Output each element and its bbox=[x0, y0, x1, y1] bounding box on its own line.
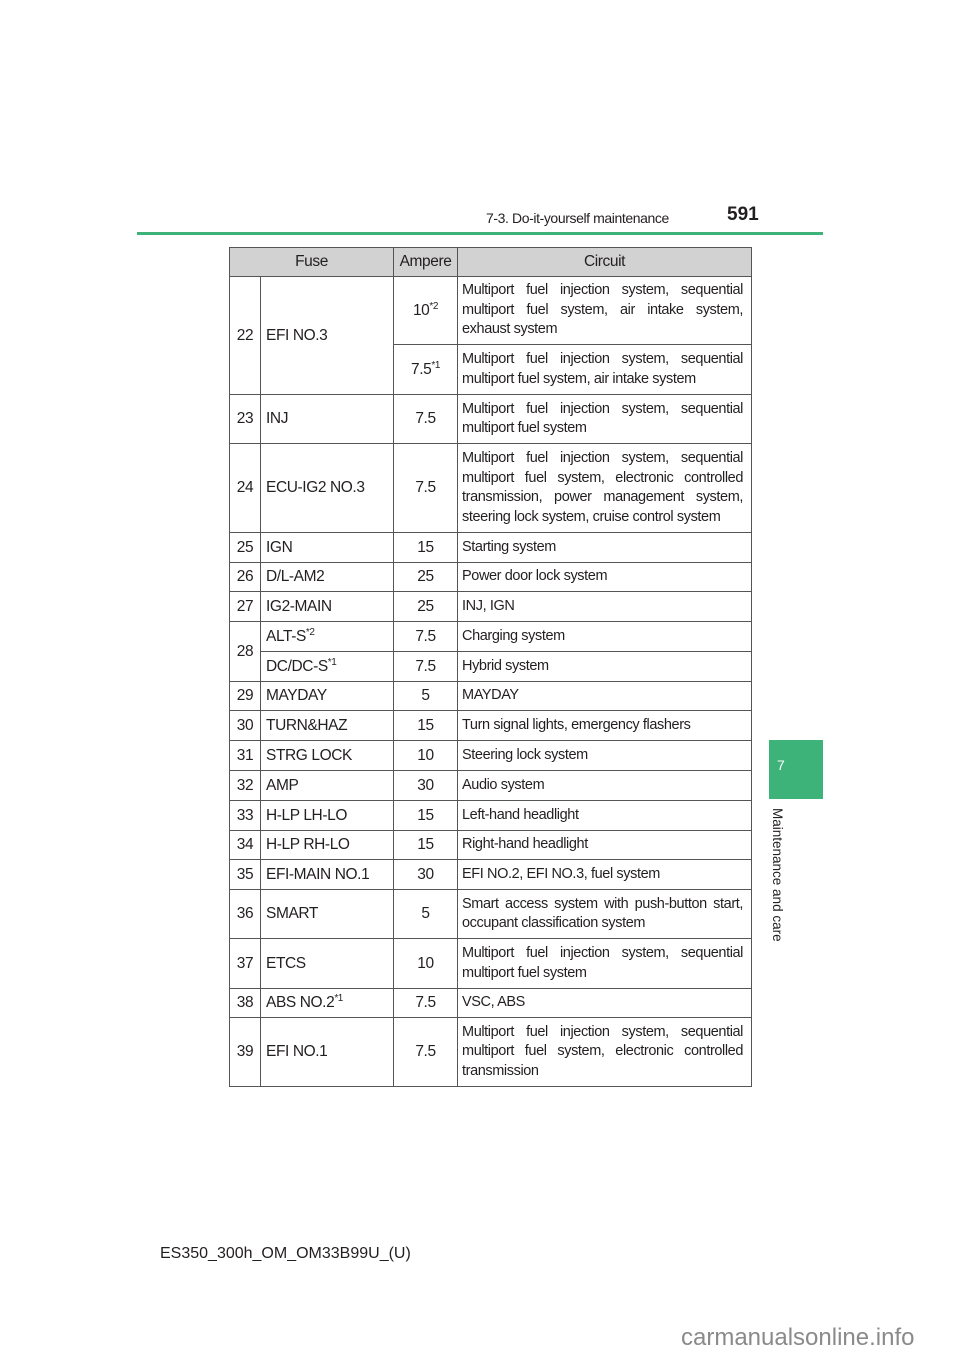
page-number: 591 bbox=[727, 204, 759, 225]
ampere-value: 7.5 bbox=[415, 628, 436, 646]
ampere bbox=[394, 395, 458, 444]
fuse-name bbox=[261, 652, 394, 682]
footnote-mark: *1 bbox=[327, 656, 337, 668]
fuse-number: 24 bbox=[230, 444, 261, 533]
chapter-label: Maintenance and care bbox=[770, 808, 785, 942]
fuse-name bbox=[261, 989, 394, 1018]
table-row bbox=[230, 652, 752, 682]
ampere-value: 10 bbox=[412, 302, 430, 320]
fuse-name-text: EFI-MAIN NO.1 bbox=[266, 866, 370, 884]
ampere-value: 25 bbox=[417, 568, 434, 586]
fuse-number: 26 bbox=[230, 563, 261, 592]
circuit: Turn signal lights, emergency flashers bbox=[458, 711, 752, 741]
ampere-value: 15 bbox=[417, 807, 434, 825]
fuse-name bbox=[261, 563, 394, 592]
document-code: ES350_300h_OM_OM33B99U_(U) bbox=[160, 1245, 411, 1262]
fuse-name bbox=[261, 395, 394, 444]
fuse-name-text: ETCS bbox=[266, 955, 306, 973]
table-row bbox=[230, 711, 752, 741]
fuse-table bbox=[229, 247, 752, 1087]
table-row bbox=[230, 939, 752, 989]
table-row bbox=[230, 989, 752, 1018]
fuse-name-text: D/L-AM2 bbox=[266, 568, 325, 586]
section-title: 7-3. Do-it-yourself maintenance bbox=[486, 210, 669, 226]
fuse-name-text: DC/DC-S bbox=[266, 658, 328, 676]
fuse-number: 32 bbox=[230, 771, 261, 801]
circuit: Starting system bbox=[458, 533, 752, 563]
circuit: VSC, ABS bbox=[458, 989, 752, 1018]
ampere-value: 7.5 bbox=[415, 994, 436, 1012]
ampere-value: 10 bbox=[417, 747, 434, 765]
fuse-name-text: STRG LOCK bbox=[266, 747, 352, 765]
fuse-number: 28 bbox=[230, 622, 261, 682]
table-row bbox=[230, 563, 752, 592]
fuse-name-text: ABS NO.2 bbox=[266, 994, 335, 1012]
circuit: EFI NO.2, EFI NO.3, fuel system bbox=[458, 860, 752, 890]
circuit: Left-hand headlight bbox=[458, 801, 752, 831]
circuit: Multiport fuel injection system, sequential multiport fuel system bbox=[458, 939, 752, 989]
fuse-name-text: IG2-MAIN bbox=[266, 598, 332, 616]
footnote-mark: *1 bbox=[431, 359, 441, 371]
fuse-name-text: ALT-S bbox=[266, 628, 306, 646]
ampere bbox=[394, 801, 458, 831]
table-row bbox=[230, 890, 752, 939]
circuit: MAYDAY bbox=[458, 682, 752, 711]
ampere bbox=[394, 622, 458, 652]
ampere bbox=[394, 939, 458, 989]
chapter-tab bbox=[769, 740, 823, 799]
fuse-name-text: AMP bbox=[266, 777, 299, 795]
fuse-name-text: ECU-IG2 NO.3 bbox=[266, 479, 365, 497]
ampere bbox=[394, 989, 458, 1018]
circuit: Multiport fuel injection system, sequential multiport fuel system, electronic controlled transmission bbox=[458, 1018, 752, 1087]
circuit: Multiport fuel injection system, sequential multiport fuel system bbox=[458, 395, 752, 444]
fuse-name-text: H-LP LH-LO bbox=[266, 807, 347, 825]
fuse-name bbox=[261, 771, 394, 801]
ampere bbox=[394, 533, 458, 563]
fuse-name bbox=[261, 801, 394, 831]
table-row bbox=[230, 592, 752, 622]
table-row bbox=[230, 741, 752, 771]
table-row bbox=[230, 395, 752, 444]
fuse-name-text: SMART bbox=[266, 905, 318, 923]
footnote-mark: *2 bbox=[429, 300, 439, 312]
ampere bbox=[394, 652, 458, 682]
fuse-name bbox=[261, 711, 394, 741]
header-circuit: Circuit bbox=[458, 248, 752, 277]
circuit: Right-hand headlight bbox=[458, 831, 752, 860]
ampere bbox=[394, 890, 458, 939]
fuse-name bbox=[261, 741, 394, 771]
header-rule bbox=[137, 232, 823, 235]
table-row bbox=[230, 801, 752, 831]
ampere-value: 15 bbox=[417, 836, 434, 854]
fuse-number: 30 bbox=[230, 711, 261, 741]
circuit: INJ, IGN bbox=[458, 592, 752, 622]
fuse-number: 39 bbox=[230, 1018, 261, 1087]
ampere-value: 30 bbox=[417, 777, 434, 795]
fuse-name-text: MAYDAY bbox=[266, 687, 327, 705]
ampere-value: 7.5 bbox=[415, 410, 436, 428]
fuse-number: 37 bbox=[230, 939, 261, 989]
table-header bbox=[230, 248, 752, 277]
chapter-number: 7 bbox=[777, 757, 785, 773]
circuit: Hybrid system bbox=[458, 652, 752, 682]
ampere bbox=[394, 771, 458, 801]
ampere bbox=[394, 563, 458, 592]
table-row bbox=[230, 1018, 752, 1087]
fuse-name bbox=[261, 592, 394, 622]
ampere-value: 5 bbox=[421, 687, 430, 705]
table-row bbox=[230, 771, 752, 801]
ampere bbox=[394, 682, 458, 711]
fuse-name-text: IGN bbox=[266, 539, 293, 557]
ampere-value: 15 bbox=[417, 717, 434, 735]
circuit: Power door lock system bbox=[458, 563, 752, 592]
fuse-number: 34 bbox=[230, 831, 261, 860]
ampere-value: 7.5 bbox=[415, 479, 436, 497]
header-fuse: Fuse bbox=[230, 248, 394, 277]
ampere-value: 7.5 bbox=[415, 658, 436, 676]
fuse-number: 38 bbox=[230, 989, 261, 1018]
ampere-value: 7.5 bbox=[415, 1043, 436, 1061]
ampere-value: 25 bbox=[417, 598, 434, 616]
fuse-name bbox=[261, 622, 394, 652]
fuse-name bbox=[261, 533, 394, 563]
fuse-number: 35 bbox=[230, 860, 261, 890]
fuse-number: 23 bbox=[230, 395, 261, 444]
circuit: Smart access system with push-button start, occupant classification system bbox=[458, 890, 752, 939]
fuse-name bbox=[261, 831, 394, 860]
fuse-name bbox=[261, 682, 394, 711]
ampere bbox=[394, 741, 458, 771]
table-row bbox=[230, 277, 752, 345]
fuse-name bbox=[261, 890, 394, 939]
watermark: carmanualsonline.info bbox=[681, 1324, 915, 1351]
table-row bbox=[230, 682, 752, 711]
ampere-value: 15 bbox=[417, 539, 434, 557]
fuse-name bbox=[261, 444, 394, 533]
circuit: Multiport fuel injection system, sequential multiport fuel system, air intake system, exhaust system bbox=[458, 277, 752, 345]
ampere-value: 5 bbox=[421, 905, 430, 923]
fuse-number: 25 bbox=[230, 533, 261, 563]
fuse-name-text: EFI NO.1 bbox=[266, 1043, 328, 1061]
circuit: Steering lock system bbox=[458, 741, 752, 771]
fuse-name-text: INJ bbox=[266, 410, 289, 428]
fuse-name-text: H-LP RH-LO bbox=[266, 836, 350, 854]
table-row bbox=[230, 533, 752, 563]
fuse-name-text: TURN&HAZ bbox=[266, 717, 348, 735]
circuit: Multiport fuel injection system, sequential multiport fuel system, electronic controlled transmission, power management system, steering lock system, cruise control system bbox=[458, 444, 752, 533]
ampere bbox=[394, 444, 458, 533]
circuit: Audio system bbox=[458, 771, 752, 801]
circuit: Multiport fuel injection system, sequential multiport fuel system, air intake system bbox=[458, 345, 752, 395]
ampere bbox=[394, 711, 458, 741]
table-row bbox=[230, 444, 752, 533]
ampere-value: 7.5 bbox=[411, 361, 432, 379]
fuse-number: 36 bbox=[230, 890, 261, 939]
footnote-mark: *1 bbox=[334, 993, 343, 1005]
ampere bbox=[394, 592, 458, 622]
fuse-number: 27 bbox=[230, 592, 261, 622]
ampere bbox=[394, 831, 458, 860]
table-row bbox=[230, 622, 752, 652]
ampere-value: 30 bbox=[417, 866, 434, 884]
fuse-number: 29 bbox=[230, 682, 261, 711]
ampere bbox=[394, 860, 458, 890]
table-row bbox=[230, 831, 752, 860]
footnote-mark: *2 bbox=[305, 626, 315, 638]
fuse-name-text: EFI NO.3 bbox=[266, 327, 328, 345]
ampere bbox=[394, 277, 458, 345]
fuse-name bbox=[261, 1018, 394, 1087]
ampere bbox=[394, 345, 458, 395]
ampere bbox=[394, 1018, 458, 1087]
fuse-number: 31 bbox=[230, 741, 261, 771]
header-ampere: Ampere bbox=[394, 248, 458, 277]
fuse-number: 33 bbox=[230, 801, 261, 831]
table-row bbox=[230, 860, 752, 890]
ampere-value: 10 bbox=[417, 955, 434, 973]
fuse-number: 22 bbox=[230, 277, 261, 395]
circuit: Charging system bbox=[458, 622, 752, 652]
fuse-name bbox=[261, 277, 394, 395]
fuse-name bbox=[261, 939, 394, 989]
fuse-name bbox=[261, 860, 394, 890]
